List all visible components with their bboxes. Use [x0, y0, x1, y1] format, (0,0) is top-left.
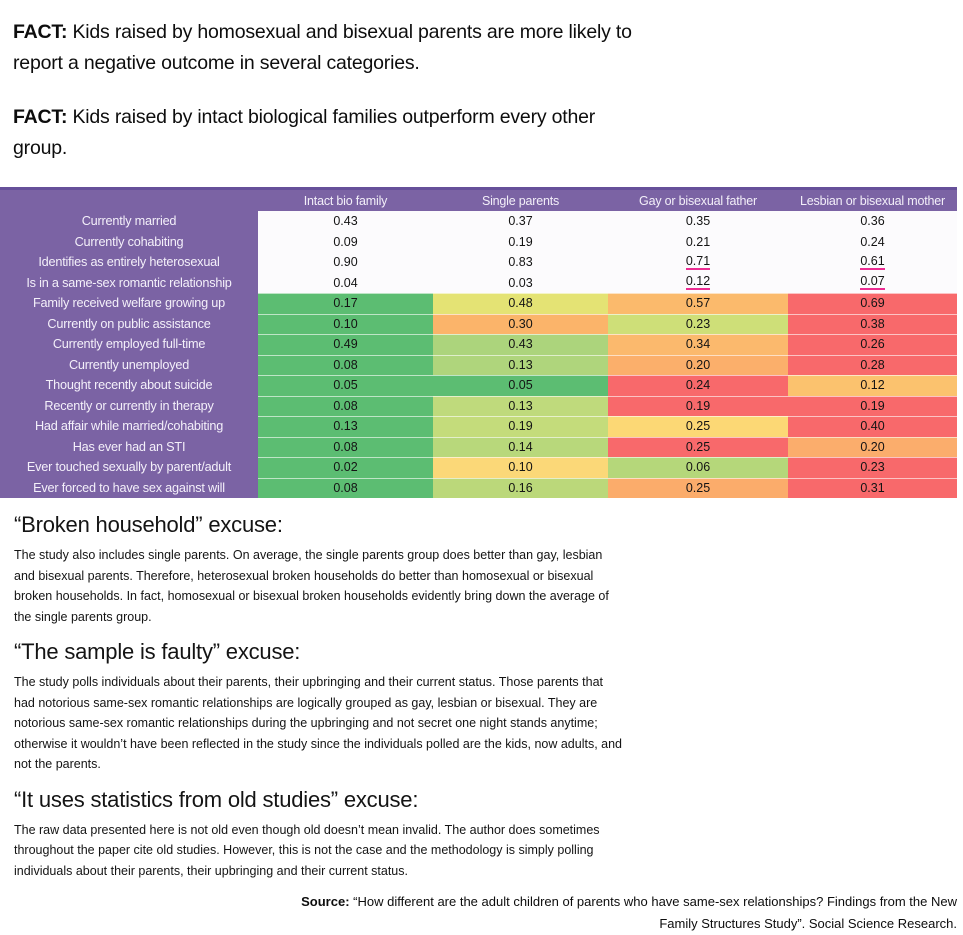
- value-cell: 0.43: [433, 334, 608, 355]
- value-cell: 0.83: [433, 252, 608, 273]
- value-cell: 0.13: [258, 416, 433, 437]
- row-label: Is in a same-sex romantic relationship: [0, 273, 258, 294]
- fact-text-1: Kids raised by homosexual and bisexual parents are more likely to report a negative outcome in several categories.: [13, 21, 632, 74]
- value-cell: 0.25: [608, 416, 788, 437]
- value-cell: 0.37: [433, 211, 608, 232]
- row-label: Currently on public assistance: [0, 314, 258, 335]
- value-cell: 0.69: [788, 293, 957, 314]
- value-cell: 0.23: [608, 314, 788, 335]
- fact-statement-2: [13, 102, 645, 164]
- fact-text-2: Kids raised by intact biological families outperform every other group.: [13, 106, 596, 159]
- source-text: “How different are the adult children of parents who have same-sex relationships? Findings from the New Family Structures Study”. Social Science Research.: [349, 894, 957, 931]
- value-cell: 0.24: [608, 375, 788, 396]
- value-cell: 0.23: [788, 457, 957, 478]
- underlined-value: 0.12: [686, 275, 710, 290]
- column-header: Single parents: [433, 190, 608, 211]
- column-header: Intact bio family: [258, 190, 433, 211]
- row-label: Currently unemployed: [0, 355, 258, 376]
- underlined-value: 0.71: [686, 255, 710, 270]
- value-cell: 0.43: [258, 211, 433, 232]
- value-cell: 0.12: [788, 375, 957, 396]
- value-cell: 0.36: [788, 211, 957, 232]
- excuse-body-1: The study also includes single parents. On average, the single parents group does better than gay, lesbian and bisexual parents. Therefore, heterosexual broken households do better than homosexual or bisexual broken households. In fact, homosexual or bisexual broken households evidently bring down the average of the single parents group.: [14, 548, 609, 624]
- value-cell: 0.10: [433, 457, 608, 478]
- fact-label-2: FACT:: [13, 106, 68, 128]
- value-cell: 0.04: [258, 273, 433, 294]
- value-cell: 0.21: [608, 232, 788, 253]
- value-cell: 0.19: [433, 416, 608, 437]
- value-cell: 0.20: [788, 437, 957, 458]
- value-cell: 0.06: [608, 457, 788, 478]
- excuse-heading-2: “The sample is faulty” excuse:: [14, 639, 301, 664]
- value-cell: 0.13: [433, 396, 608, 417]
- value-cell: 0.31: [788, 478, 957, 499]
- value-cell: 0.26: [788, 334, 957, 355]
- value-cell: 0.49: [258, 334, 433, 355]
- excuse-heading-3: “It uses statistics from old studies” excuse:: [14, 786, 419, 812]
- excuse-sections: [0, 512, 963, 881]
- value-cell: 0.09: [258, 232, 433, 253]
- value-cell: [608, 252, 788, 273]
- underlined-value: 0.07: [860, 275, 884, 290]
- value-cell: 0.38: [788, 314, 957, 335]
- excuse-section-3: [14, 787, 963, 882]
- table-corner-cell: [0, 190, 258, 211]
- value-cell: 0.19: [608, 396, 788, 417]
- value-cell: [788, 252, 957, 273]
- value-cell: 0.25: [608, 437, 788, 458]
- value-cell: 0.05: [258, 375, 433, 396]
- value-cell: 0.20: [608, 355, 788, 376]
- value-cell: 0.13: [433, 355, 608, 376]
- value-cell: 0.05: [433, 375, 608, 396]
- value-cell: 0.40: [788, 416, 957, 437]
- value-cell: 0.14: [433, 437, 608, 458]
- source-citation: [297, 891, 957, 935]
- value-cell: 0.19: [433, 232, 608, 253]
- underlined-value: 0.61: [860, 255, 884, 270]
- value-cell: 0.57: [608, 293, 788, 314]
- row-label: Currently married: [0, 211, 258, 232]
- row-label: Ever touched sexually by parent/adult: [0, 457, 258, 478]
- value-cell: 0.08: [258, 437, 433, 458]
- row-label: Recently or currently in therapy: [0, 396, 258, 417]
- excuse-section-2: [14, 639, 963, 775]
- value-cell: 0.28: [788, 355, 957, 376]
- column-header: Gay or bisexual father: [608, 190, 788, 211]
- row-label: Thought recently about suicide: [0, 375, 258, 396]
- value-cell: [608, 273, 788, 294]
- value-cell: 0.30: [433, 314, 608, 335]
- row-label: Ever forced to have sex against will: [0, 478, 258, 499]
- row-label: Family received welfare growing up: [0, 293, 258, 314]
- value-cell: 0.08: [258, 396, 433, 417]
- value-cell: 0.25: [608, 478, 788, 499]
- row-label: Currently cohabiting: [0, 232, 258, 253]
- value-cell: 0.02: [258, 457, 433, 478]
- value-cell: 0.90: [258, 252, 433, 273]
- value-cell: 0.35: [608, 211, 788, 232]
- column-header: Lesbian or bisexual mother: [788, 190, 957, 211]
- value-cell: 0.34: [608, 334, 788, 355]
- excuse-body-3: The raw data presented here is not old even though old doesn’t mean invalid. The author does sometimes throughout the paper cite old studies. However, this is not the case and the methodology is simply polling individuals about their parents, their upbringing and their current status.: [14, 822, 600, 878]
- heatmap-table: [0, 187, 957, 498]
- fact-statements: [0, 0, 963, 164]
- excuse-body-2: The study polls individuals about their parents, their upbringing and their current status. Those parents that had notorious same-sex romantic relationships are logically grouped as gay, lesbian or bisexual. They are notorious same-sex romantic relationships during the upbringing and not secret one night stands anytime; otherwise it wouldn’t have been reflected in the study since the individuals polled are the kids, now adults, and not the parents.: [14, 675, 623, 771]
- excuse-section-1: [14, 512, 963, 627]
- row-label: Has ever had an STI: [0, 437, 258, 458]
- excuse-heading-1: “Broken household” excuse:: [14, 512, 283, 537]
- value-cell: [788, 273, 957, 294]
- fact-statement-1: [13, 17, 645, 79]
- source-label: Source:: [301, 894, 350, 909]
- row-label: Identifies as entirely heterosexual: [0, 252, 258, 273]
- value-cell: 0.08: [258, 355, 433, 376]
- value-cell: 0.16: [433, 478, 608, 499]
- value-cell: 0.48: [433, 293, 608, 314]
- value-cell: 0.03: [433, 273, 608, 294]
- row-label: Currently employed full-time: [0, 334, 258, 355]
- value-cell: 0.24: [788, 232, 957, 253]
- fact-label-1: FACT:: [13, 21, 68, 43]
- value-cell: 0.10: [258, 314, 433, 335]
- value-cell: 0.19: [788, 396, 957, 417]
- value-cell: 0.08: [258, 478, 433, 499]
- value-cell: 0.17: [258, 293, 433, 314]
- row-label: Had affair while married/cohabiting: [0, 416, 258, 437]
